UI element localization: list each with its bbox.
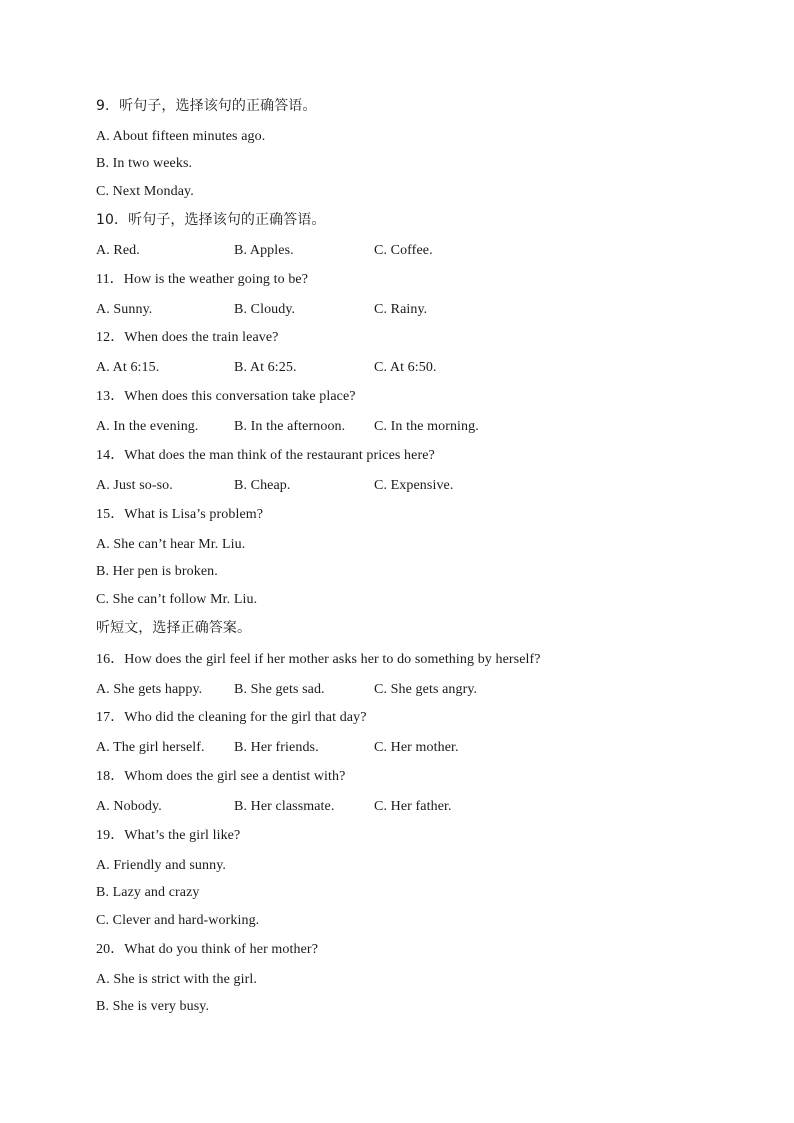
question-14-prompt: 14．What does the man think of the restaurant prices here? xyxy=(96,448,435,463)
question-9-option-c: C. Next Monday. xyxy=(96,184,194,199)
question-11-prompt: 11．How is the weather going to be? xyxy=(96,272,309,287)
question-19-option-a: A. Friendly and sunny. xyxy=(96,858,227,873)
question-11-option-a: A. Sunny. xyxy=(96,302,153,317)
question-11-option-c: C. Rainy. xyxy=(374,302,428,317)
question-13-prompt: 13．When does this conversation take place? xyxy=(96,389,356,404)
question-20-prompt: 20．What do you think of her mother? xyxy=(96,942,319,957)
question-16-prompt: 16．How does the girl feel if her mother asks her to do something by herself? xyxy=(96,652,541,667)
question-19-option-b: B. Lazy and crazy xyxy=(96,885,200,900)
question-15-option-a: A. She can’t hear Mr. Liu. xyxy=(96,537,246,552)
question-16-option-c: C. She gets angry. xyxy=(374,682,478,697)
question-10-option-c: C. Coffee. xyxy=(374,243,433,258)
question-18-option-a: A. Nobody. xyxy=(96,799,162,814)
question-20-option-b: B. She is very busy. xyxy=(96,999,210,1014)
question-15-prompt: 15．What is Lisa’s problem? xyxy=(96,507,264,522)
question-9-option-b: B. In two weeks. xyxy=(96,156,193,171)
question-11-option-b: B. Cloudy. xyxy=(234,302,296,317)
question-17-option-a: A. The girl herself. xyxy=(96,740,205,755)
question-14-option-a: A. Just so-so. xyxy=(96,478,173,493)
question-10-prompt: 10．听句子，选择该句的正确答语。 xyxy=(96,212,326,228)
question-17-option-b: B. Her friends. xyxy=(234,740,319,755)
question-14-option-c: C. Expensive. xyxy=(374,478,454,493)
question-16-option-b: B. She gets sad. xyxy=(234,682,325,697)
question-16-option-a: A. She gets happy. xyxy=(96,682,203,697)
question-18-prompt: 18．Whom does the girl see a dentist with? xyxy=(96,769,346,784)
question-14-option-b: B. Cheap. xyxy=(234,478,291,493)
question-19-prompt: 19．What’s the girl like? xyxy=(96,828,241,843)
question-10-option-a: A. Red. xyxy=(96,243,140,258)
question-13-option-a: A. In the evening. xyxy=(96,419,199,434)
question-12-prompt: 12．When does the train leave? xyxy=(96,330,279,345)
question-18-option-c: C. Her father. xyxy=(374,799,452,814)
question-15-option-b: B. Her pen is broken. xyxy=(96,564,218,579)
question-19-option-c: C. Clever and hard-working. xyxy=(96,913,260,928)
question-17-prompt: 17．Who did the cleaning for the girl that day? xyxy=(96,710,367,725)
question-13-option-c: C. In the morning. xyxy=(374,419,479,434)
question-17-option-c: C. Her mother. xyxy=(374,740,459,755)
question-12-option-b: B. At 6:25. xyxy=(234,360,297,375)
question-20-option-a: A. She is strict with the girl. xyxy=(96,972,257,987)
question-12-option-c: C. At 6:50. xyxy=(374,360,437,375)
question-9-prompt: 9．听句子，选择该句的正确答语。 xyxy=(96,98,317,114)
section-heading: 听短文，选择正确答案。 xyxy=(96,620,252,636)
question-15-option-c: C. She can’t follow Mr. Liu. xyxy=(96,592,258,607)
question-18-option-b: B. Her classmate. xyxy=(234,799,335,814)
question-13-option-b: B. In the afternoon. xyxy=(234,419,346,434)
question-9-option-a: A. About fifteen minutes ago. xyxy=(96,129,266,144)
question-10-option-b: B. Apples. xyxy=(234,243,294,258)
question-12-option-a: A. At 6:15. xyxy=(96,360,160,375)
